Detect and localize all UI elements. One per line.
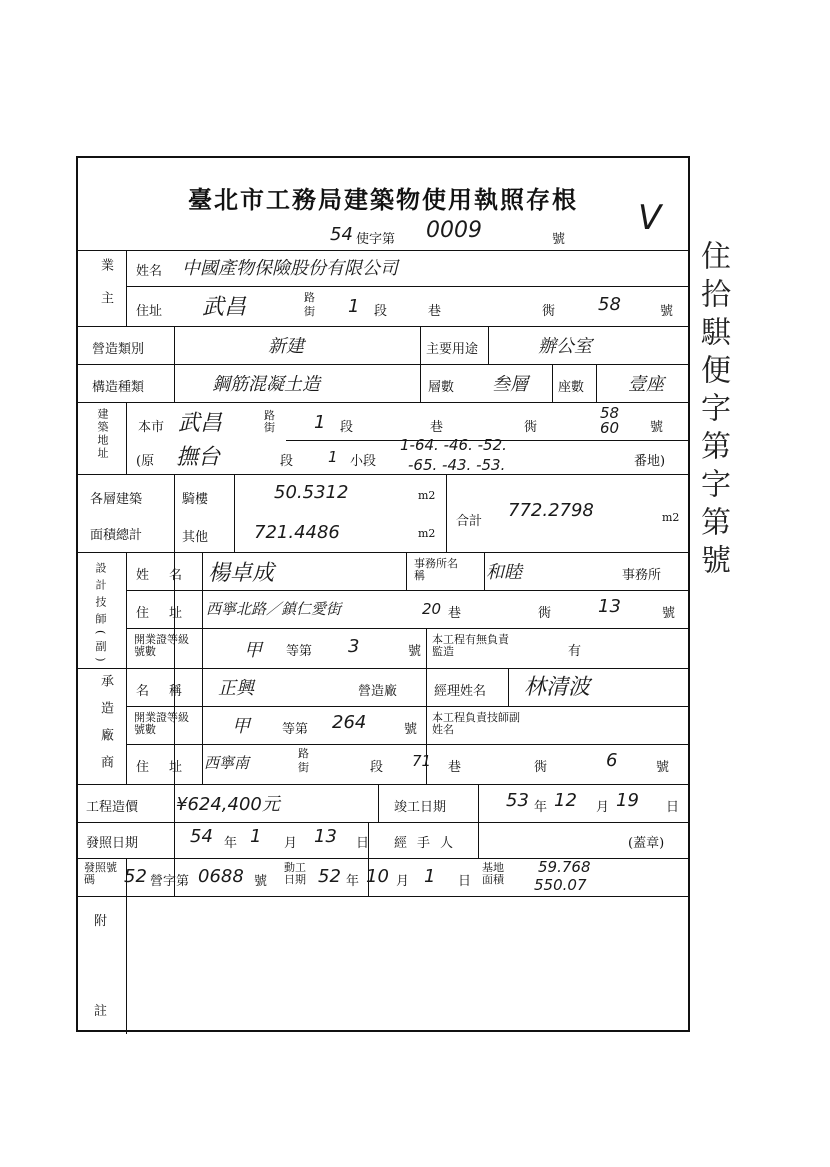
site-alley-label: 衖 [524,420,538,435]
site-number-label: 號 [650,420,664,435]
designer-addr-label: 住址 [136,606,203,621]
owner-segment-label: 段 [374,304,388,319]
license-suffix: 號 [552,232,566,247]
remarks-label-bottom: 註 [94,1004,108,1019]
issue-day: 13 [314,826,337,847]
designer-addr-value: 西寧北路／鎮仁愛街 [206,600,342,618]
designer-section-label: 設計技師(副) [94,562,107,668]
designer-name-value: 楊卓成 [208,561,275,586]
completion-day-label: 日 [666,800,680,815]
contractor-engineer-label: 本工程負責技師副姓名 [432,711,520,736]
owner-segment-value: 1 [348,296,360,317]
other-value: 721.4486 [254,522,340,543]
area-label-2: 面積總計 [90,528,143,543]
structure-value: 鋼筋混凝土造 [212,374,320,395]
construction-type-value: 新建 [268,336,304,357]
license-number: 0009 [426,218,482,243]
issue-month-label: 月 [284,836,298,851]
site-area-2: 550.07 [534,876,587,894]
designer-license-no: 3 [348,636,360,657]
site-number-value: 58 60 [600,404,620,437]
cost-label: 工程造價 [86,800,139,815]
permit-month: 10 [366,866,389,887]
contractor-grade-label: 等第 [282,722,309,737]
contractor-lane-label: 巷 [448,760,462,775]
total-unit: m2 [662,511,680,524]
owner-street: 武昌 [202,295,247,320]
other-unit: m2 [418,527,436,540]
area-label-1: 各層建築 [90,492,143,507]
site-orig-value: 撫台 [176,445,221,470]
completion-label: 竣工日期 [394,800,447,815]
site-orig-seg-value: 1 [328,448,338,466]
designer-office-label: 事務所名稱 [414,557,458,582]
site-section-label: 建築地址 [96,408,109,460]
main-use-label: 主要用途 [426,342,479,357]
designer-number-value: 13 [598,596,621,617]
issue-year-label: 年 [224,836,238,851]
completion-year-label: 年 [534,800,548,815]
designer-name-label: 姓名 [136,568,203,583]
issue-handler-label: 經手人 [394,836,464,851]
site-orig-seg-label: 段 [280,454,294,469]
designer-lane-value: 20 [422,600,442,618]
designer-number-label: 號 [662,606,676,621]
owner-name-value: 中國產物保險股份有限公司 [182,258,398,279]
license-label: 使字第 [356,232,396,247]
owner-street-label: 街 [304,305,315,318]
site-road-label: 路 [264,409,275,422]
designer-supervisor-label: 本工程有無負責監造 [432,633,509,658]
site-city-label: 本市 [138,420,165,435]
issue-seal-label: (蓋章) [628,836,665,851]
contractor-license-no: 264 [332,712,367,733]
count-label: 座數 [558,380,585,395]
arcade-unit: m2 [418,489,436,502]
other-label: 其他 [182,530,209,545]
floors-value: 叁層 [492,374,528,395]
margin-annotation: 住拾騏便字第字第號 [695,240,730,582]
contractor-name-suffix: 營造廠 [358,684,398,699]
license-form [76,156,690,1032]
owner-alley-label: 衖 [542,304,556,319]
issue-year: 54 [190,826,213,847]
site-segment-label: 段 [340,420,354,435]
cost-value: ¥624,400元 [176,794,280,815]
construction-type-label: 營造類別 [92,342,145,357]
issue-month: 1 [250,826,262,847]
contractor-name-label: 名稱 [136,684,203,699]
designer-supervisor-value: 有 [568,644,582,659]
permit-suffix: 號 [254,874,268,889]
contractor-road-label: 路 [298,747,309,760]
permit-mid: 營字第 [150,874,190,889]
site-lane-label: 巷 [430,420,444,435]
site-orig-label: (原 [136,454,155,469]
site-lots-1: 1-64. -46. -52. [400,436,507,454]
completion-day: 19 [616,790,639,811]
main-use-value: 辦公室 [538,336,592,357]
owner-road-label: 路 [304,291,315,304]
contractor-manager-value: 林清波 [524,675,591,700]
contractor-number-value: 6 [606,750,618,771]
owner-section-label: 業主 [98,258,113,324]
designer-license-suffix: 號 [408,644,422,659]
permit-number: 0688 [198,866,244,887]
total-label: 合計 [456,514,483,529]
permit-day-label: 日 [458,874,472,889]
designer-grade-value: 甲 [244,640,262,661]
completion-year: 53 [506,790,529,811]
permit-year: 52 [318,866,341,887]
completion-month-label: 月 [596,800,610,815]
site-area-label: 基地面積 [482,861,504,886]
contractor-section-label: 承造廠商 [98,674,113,782]
designer-alley-label: 衖 [538,606,552,621]
site-street-label: 街 [264,421,275,434]
page-title: 臺北市工務局建築物使用執照存根 [188,185,578,214]
permit-month-label: 月 [396,874,410,889]
owner-addr-label: 住址 [136,304,163,319]
permit-day: 1 [424,866,436,887]
site-lot-label: 番地) [634,454,666,469]
contractor-street-label: 街 [298,761,309,774]
arcade-label: 騎樓 [182,492,209,507]
floors-label: 層數 [428,380,455,395]
contractor-addr-value: 西寧南 [204,754,250,772]
designer-office-suffix: 事務所 [622,568,662,583]
contractor-grade-value: 甲 [232,716,250,737]
check-mark: V [638,198,662,238]
designer-grade-label: 等第 [286,644,313,659]
issue-day-label: 日 [356,836,370,851]
permit-label: 發照號碼 [84,861,117,886]
permit-year-label: 年 [346,874,360,889]
license-prefix: 54 [330,224,353,245]
site-area-1: 59.768 [538,858,591,876]
site-segment-value: 1 [314,412,326,433]
owner-number-label: 號 [660,304,674,319]
owner-number-value: 58 [598,294,621,315]
contractor-alley-label: 衖 [534,760,548,775]
contractor-number-label: 號 [656,760,670,775]
contractor-license-label: 開業證等級號數 [134,711,189,736]
contractor-license-suffix: 號 [404,722,418,737]
completion-month: 12 [554,790,577,811]
designer-office-value: 和睦 [486,562,522,583]
total-value: 772.2798 [508,500,594,521]
contractor-lane-value: 71 [412,752,432,770]
contractor-manager-label: 經理姓名 [434,684,487,699]
contractor-addr-label: 住址 [136,760,203,775]
designer-lane-label: 巷 [448,606,462,621]
arcade-value: 50.5312 [274,482,349,503]
issue-label: 發照日期 [86,836,139,851]
site-sub-seg-label: 小段 [350,454,377,469]
site-lots-2: -65. -43. -53. [408,456,506,474]
contractor-name-value: 正興 [218,678,254,699]
structure-label: 構造種類 [92,380,145,395]
contractor-segment-label: 段 [370,760,384,775]
permit-start-label: 動工日期 [284,861,306,886]
owner-name-label: 姓名 [136,264,163,279]
permit-prefix: 52 [124,866,147,887]
owner-lane-label: 巷 [428,304,442,319]
designer-license-label: 開業證等級號數 [134,633,189,658]
site-street-value: 武昌 [178,411,223,436]
count-value: 壹座 [628,374,664,395]
remarks-label-top: 附 [94,914,108,929]
